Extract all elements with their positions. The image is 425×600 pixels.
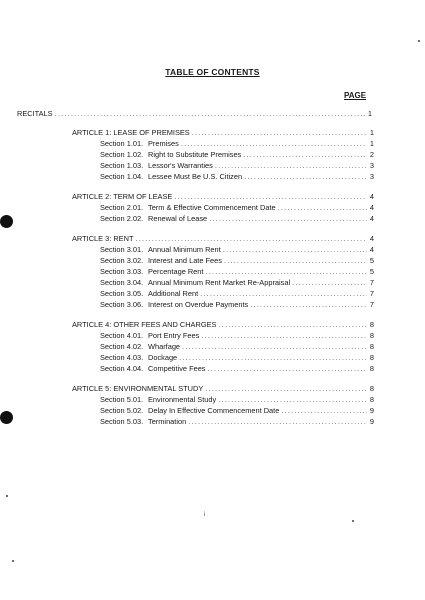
scan-speck xyxy=(418,40,420,42)
toc-section-3-06[interactable] xyxy=(100,299,374,309)
dot-leader xyxy=(205,267,367,276)
dot-leader xyxy=(182,342,367,351)
entry-page: 1 xyxy=(369,128,374,137)
toc-section-5-03[interactable] xyxy=(100,416,374,426)
toc-section-5-02[interactable] xyxy=(100,405,374,415)
footer-page-number: i xyxy=(204,512,206,518)
section-title: Wharfage xyxy=(148,342,181,351)
toc-title: TABLE OF CONTENTS xyxy=(165,67,260,77)
page-column-heading: PAGE xyxy=(344,91,367,100)
section-label: Section 5.02. xyxy=(100,406,144,415)
entry-page: 3 xyxy=(369,172,374,181)
entry-page: 7 xyxy=(369,300,374,309)
toc-article-5[interactable] xyxy=(72,383,374,393)
dot-leader xyxy=(200,289,367,298)
entry-page: 1 xyxy=(367,109,372,118)
section-label: Section 2.01. xyxy=(100,203,144,212)
article-heading: ARTICLE 4: OTHER FEES AND CHARGES xyxy=(72,320,217,329)
section-title: Termination xyxy=(148,417,187,426)
article-heading: ARTICLE 1: LEASE OF PREMISES xyxy=(72,128,190,137)
toc-section-1-01[interactable] xyxy=(100,138,374,148)
toc-section-1-03[interactable] xyxy=(100,160,374,170)
scan-speck xyxy=(6,495,8,497)
section-label: Section 3.01. xyxy=(100,245,144,254)
dot-leader xyxy=(218,320,367,329)
entry-page: 7 xyxy=(369,278,374,287)
toc-section-5-01[interactable] xyxy=(100,394,374,404)
section-title: Dockage xyxy=(148,353,178,362)
section-title: Premises xyxy=(148,139,179,148)
entry-title: RECITALS xyxy=(17,109,53,118)
dot-leader xyxy=(201,331,367,340)
toc-section-1-02[interactable] xyxy=(100,149,374,159)
scan-speck xyxy=(12,560,14,562)
section-label: Section 4.02. xyxy=(100,342,144,351)
toc-section-4-02[interactable] xyxy=(100,341,374,351)
dot-leader xyxy=(55,109,365,118)
article-heading: ARTICLE 5: ENVIRONMENTAL STUDY xyxy=(72,384,204,393)
entry-page: 4 xyxy=(369,214,374,223)
dot-leader xyxy=(181,139,367,148)
dot-leader xyxy=(218,395,367,404)
toc-section-3-01[interactable] xyxy=(100,244,374,254)
section-label: Section 3.02. xyxy=(100,256,144,265)
entry-page: 3 xyxy=(369,161,374,170)
section-title: Annual Minimum Rent xyxy=(148,245,221,254)
section-title: Renewal of Lease xyxy=(148,214,208,223)
section-label: Section 5.03. xyxy=(100,417,144,426)
section-label: Section 1.01. xyxy=(100,139,144,148)
toc-article-4[interactable] xyxy=(72,319,374,329)
dot-leader xyxy=(243,150,367,159)
toc-section-4-01[interactable] xyxy=(100,330,374,340)
entry-page: 7 xyxy=(369,289,374,298)
dot-leader xyxy=(174,192,367,201)
section-title: Port Entry Fees xyxy=(148,331,200,340)
toc-section-3-02[interactable] xyxy=(100,255,374,265)
toc-section-1-04[interactable] xyxy=(100,171,374,181)
section-title: Lessor's Warranties xyxy=(148,161,213,170)
entry-page: 4 xyxy=(369,192,374,201)
section-label: Section 5.01. xyxy=(100,395,144,404)
section-label: Section 3.06. xyxy=(100,300,144,309)
entry-page: 8 xyxy=(369,342,374,351)
dot-leader xyxy=(278,203,367,212)
dot-leader xyxy=(205,384,367,393)
entry-page: 4 xyxy=(369,234,374,243)
toc-section-4-03[interactable] xyxy=(100,352,374,362)
entry-page: 5 xyxy=(369,256,374,265)
dot-leader xyxy=(135,234,367,243)
toc-article-2[interactable] xyxy=(72,191,374,201)
section-title: Competitive Fees xyxy=(148,364,206,373)
dot-leader xyxy=(292,278,367,287)
section-label: Section 4.03. xyxy=(100,353,144,362)
dot-leader xyxy=(209,214,367,223)
section-label: Section 1.04. xyxy=(100,172,144,181)
section-label: Section 1.02. xyxy=(100,150,144,159)
dot-leader xyxy=(215,161,367,170)
entry-page: 2 xyxy=(369,150,374,159)
section-title: Lessee Must Be U.S. Citizen xyxy=(148,172,243,181)
section-title: Annual Minimum Rent Market Re-Appraisal xyxy=(148,278,291,287)
dot-leader xyxy=(208,364,367,373)
entry-page: 8 xyxy=(369,395,374,404)
section-title: Interest and Late Fees xyxy=(148,256,222,265)
section-title: Term & Effective Commencement Date xyxy=(148,203,276,212)
dot-leader xyxy=(244,172,367,181)
section-title: Percentage Rent xyxy=(148,267,204,276)
entry-page: 8 xyxy=(369,320,374,329)
entry-page: 9 xyxy=(369,406,374,415)
dot-leader xyxy=(224,256,367,265)
dot-leader xyxy=(250,300,367,309)
section-label: Section 3.05. xyxy=(100,289,144,298)
section-title: Delay In Effective Commencement Date xyxy=(148,406,280,415)
dot-leader xyxy=(179,353,367,362)
entry-page: 1 xyxy=(369,139,374,148)
article-heading: ARTICLE 3: RENT xyxy=(72,234,134,243)
entry-page: 9 xyxy=(369,417,374,426)
entry-page: 8 xyxy=(369,364,374,373)
punch-hole xyxy=(0,411,13,424)
toc-article-3[interactable] xyxy=(72,233,374,243)
section-label: Section 4.01. xyxy=(100,331,144,340)
toc-section-4-04[interactable] xyxy=(100,363,374,373)
section-label: Section 1.03. xyxy=(100,161,144,170)
section-title: Additional Rent xyxy=(148,289,199,298)
entry-page: 4 xyxy=(369,245,374,254)
toc-section-2-02[interactable] xyxy=(100,213,374,223)
toc-article-1[interactable] xyxy=(72,127,374,137)
dot-leader xyxy=(223,245,367,254)
toc-section-3-03[interactable] xyxy=(100,266,374,276)
section-label: Section 2.02. xyxy=(100,214,144,223)
dot-leader xyxy=(281,406,367,415)
section-label: Section 4.04. xyxy=(100,364,144,373)
entry-page: 5 xyxy=(369,267,374,276)
punch-hole xyxy=(0,215,13,228)
dot-leader xyxy=(188,417,367,426)
section-title: Right to Substitute Premises xyxy=(148,150,242,159)
toc-section-2-01[interactable] xyxy=(100,202,374,212)
section-title: Environmental Study xyxy=(148,395,217,404)
entry-page: 8 xyxy=(369,353,374,362)
toc-section-3-04[interactable] xyxy=(100,277,374,287)
entry-page: 4 xyxy=(369,203,374,212)
scan-speck xyxy=(352,520,354,522)
toc-section-3-05[interactable] xyxy=(100,288,374,298)
section-title: Interest on Overdue Payments xyxy=(148,300,249,309)
toc-entry-recitals[interactable] xyxy=(17,108,372,118)
dot-leader xyxy=(192,128,367,137)
section-label: Section 3.04. xyxy=(100,278,144,287)
entry-page: 8 xyxy=(369,384,374,393)
article-heading: ARTICLE 2: TERM OF LEASE xyxy=(72,192,173,201)
section-label: Section 3.03. xyxy=(100,267,144,276)
entry-page: 8 xyxy=(369,331,374,340)
